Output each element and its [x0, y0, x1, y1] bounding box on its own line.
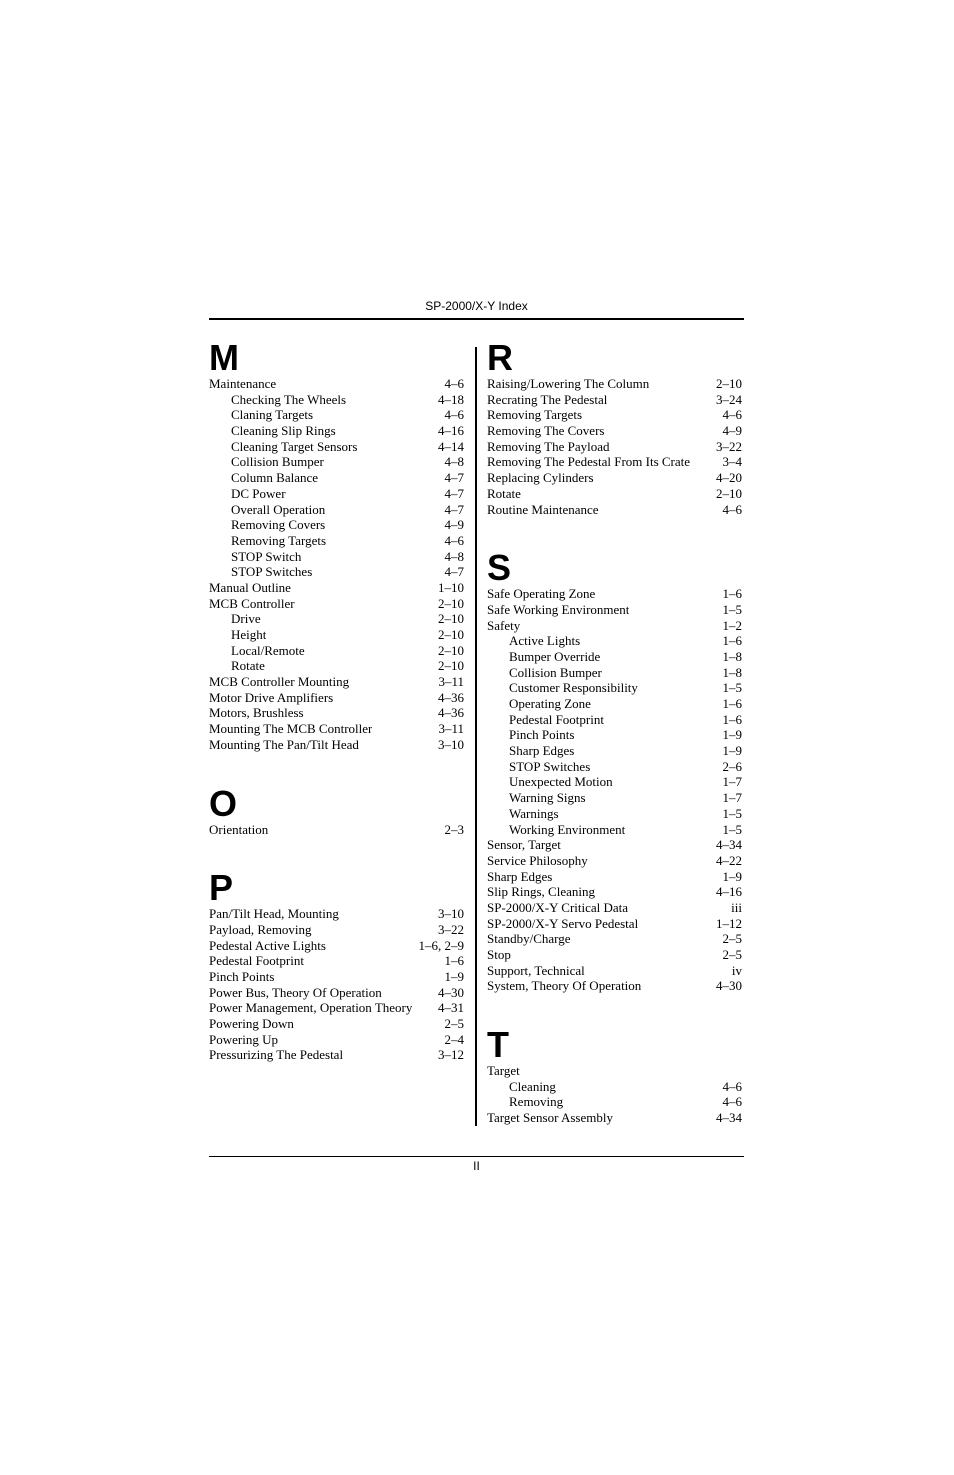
entry-label: Target [487, 1063, 520, 1079]
index-entry [487, 1063, 742, 1079]
section-spacer [487, 994, 742, 1027]
entry-label: Removing The Pedestal From Its Crate [487, 454, 691, 470]
index-subentry [487, 759, 742, 775]
entry-label: Pan/Tilt Head, Mounting [209, 906, 339, 922]
entry-page-ref: 1–6 [444, 953, 464, 969]
index-entry [209, 1000, 464, 1016]
entry-page-ref: 2–10 [438, 642, 464, 658]
entry-label: Bumper Override [509, 648, 601, 664]
section-letter: M [209, 337, 239, 378]
entry-page-ref: 1–9 [722, 727, 742, 743]
entry-page-ref: 2–10 [716, 485, 742, 501]
section-spacer [209, 753, 464, 786]
entry-label: Sharp Edges [509, 743, 575, 759]
index-entry [487, 376, 742, 392]
index-entry [487, 853, 742, 869]
entry-page-ref: 1–5 [722, 821, 742, 837]
entry-page-ref: 1–5 [722, 601, 742, 617]
index-entry [487, 618, 742, 634]
entry-label: Collision Bumper [231, 454, 324, 470]
index-subentry [487, 790, 742, 806]
index-subentry [487, 696, 742, 712]
entry-page-ref: 4–22 [716, 852, 742, 868]
index-subentry [487, 727, 742, 743]
index-entry [209, 674, 464, 690]
entry-page-ref: 3–11 [438, 721, 464, 737]
entry-page-ref: 4–34 [716, 1110, 742, 1126]
index-entry [487, 392, 742, 408]
entry-page-ref: 2–5 [722, 947, 742, 962]
index-section-t [487, 1024, 742, 1126]
index-subentry [209, 658, 464, 674]
index-entry [487, 486, 742, 502]
entry-label: Operating Zone [509, 696, 591, 711]
entry-page-ref: 4–30 [716, 978, 742, 994]
index-entry [209, 938, 464, 954]
index-entry [487, 439, 742, 455]
entry-label: Removing Covers [231, 517, 326, 533]
entry-page-ref: 4–20 [716, 470, 742, 486]
entry-page-ref: 1–6 [722, 711, 742, 727]
entry-label: Mounting The Pan/Tilt Head [209, 736, 359, 752]
header-title: SP-2000/X-Y Index [425, 299, 528, 313]
entry-label: Removing The Payload [487, 438, 610, 454]
entry-page-ref: 4–6 [722, 501, 742, 517]
entry-label: STOP Switches [231, 564, 313, 580]
entry-page-ref: 2–10 [438, 658, 464, 674]
index-subentry [209, 517, 464, 533]
index-entry [209, 737, 464, 753]
entry-page-ref: 4–7 [444, 501, 464, 517]
entry-label: Slip Rings, Cleaning [487, 884, 595, 900]
entry-page-ref: 1–8 [722, 664, 742, 680]
entry-label: SP-2000/X-Y Servo Pedestal [487, 915, 639, 931]
index-section-s [487, 547, 742, 994]
entry-label: Pedestal Footprint [509, 711, 604, 727]
index-entry [209, 596, 464, 612]
index-subentry [209, 611, 464, 627]
entry-page-ref: 3–12 [438, 1047, 464, 1063]
entry-page-ref: 2–10 [438, 627, 464, 642]
index-entry [209, 906, 464, 922]
entry-label: Power Management, Operation Theory [209, 1000, 413, 1016]
entry-page-ref: 1–9 [444, 968, 464, 984]
index-subentry [209, 439, 464, 455]
entry-label: Drive [231, 611, 261, 627]
entry-page-ref: 3–22 [438, 921, 464, 937]
entry-label: MCB Controller Mounting [209, 674, 350, 690]
entry-label: Target Sensor Assembly [487, 1110, 613, 1126]
index-entry [487, 837, 742, 853]
entry-label: Cleaning Slip Rings [231, 423, 336, 439]
page-number: II [473, 1159, 480, 1173]
index-entry [487, 423, 742, 439]
index-entries [209, 376, 464, 753]
entry-page-ref: 2–10 [438, 595, 464, 611]
entry-label: Pedestal Footprint [209, 953, 304, 969]
index-subentry [487, 712, 742, 728]
entry-page-ref: 4–18 [438, 391, 464, 407]
entry-page-ref: 1–6, 2–9 [418, 937, 464, 953]
entry-page-ref: 4–31 [438, 1000, 464, 1016]
entry-label: Overall Operation [231, 501, 326, 517]
index-entry [209, 969, 464, 985]
index-entry [209, 953, 464, 969]
entry-label: Stop [487, 947, 511, 962]
section-letter: O [209, 782, 238, 824]
entry-page-ref: 4–14 [438, 438, 464, 454]
index-entries [209, 822, 464, 838]
entry-label: Mounting The MCB Controller [209, 721, 373, 737]
index-subentry [487, 633, 742, 649]
index-entry [487, 502, 742, 518]
entry-label: Motor Drive Amplifiers [209, 689, 334, 705]
entry-page-ref: 4–6 [722, 407, 742, 423]
entry-page-ref: 4–9 [722, 423, 742, 439]
entry-page-ref: 1–7 [722, 774, 742, 790]
entry-page-ref: 1–5 [722, 680, 742, 696]
entry-page-ref: 2–5 [722, 931, 742, 947]
entry-label: Unexpected Motion [509, 774, 613, 790]
running-header [209, 298, 744, 320]
entry-page-ref: 4–30 [438, 984, 464, 1000]
entry-label: SP-2000/X-Y Critical Data [487, 899, 629, 915]
index-subentry [209, 486, 464, 502]
entry-label: System, Theory Of Operation [487, 978, 642, 994]
entry-page-ref: iv [731, 962, 742, 978]
index-section-p [209, 867, 464, 1063]
index-entries [487, 376, 742, 517]
entry-page-ref: 3–24 [716, 391, 742, 407]
entry-label: Payload, Removing [209, 921, 312, 937]
entry-page-ref: 2–6 [722, 758, 742, 774]
entry-page-ref: iii [731, 899, 742, 915]
entry-label: Height [231, 627, 267, 642]
entry-label: DC Power [231, 485, 286, 501]
entry-label: Standby/Charge [487, 931, 571, 947]
entry-page-ref: 1–6 [722, 696, 742, 711]
entry-label: Orientation [209, 821, 269, 837]
entry-label: Support, Technical [487, 962, 585, 978]
index-subentry [209, 627, 464, 643]
entry-label: Routine Maintenance [487, 501, 599, 517]
entry-label: Replacing Cylinders [487, 470, 594, 486]
entry-label: Pedestal Active Lights [209, 937, 326, 953]
index-entry [209, 822, 464, 838]
entry-label: Cleaning Target Sensors [231, 438, 358, 454]
index-entry [209, 1016, 464, 1032]
entry-page-ref: 1–6 [722, 633, 742, 649]
entry-page-ref: 2–10 [716, 376, 742, 391]
entry-page-ref: 4–6 [444, 407, 464, 423]
index-entry [209, 580, 464, 596]
entry-label: Manual Outline [209, 579, 291, 595]
section-spacer [487, 517, 742, 550]
section-letter: R [487, 337, 513, 378]
section-letter: S [487, 547, 512, 589]
entry-label: Recrating The Pedestal [487, 391, 608, 407]
entry-label: Safety [487, 617, 521, 633]
entry-label: Sharp Edges [487, 868, 553, 884]
entry-page-ref: 2–3 [444, 821, 464, 837]
index-entry [487, 931, 742, 947]
index-entries [209, 906, 464, 1063]
entry-page-ref: 2–10 [438, 611, 464, 627]
column-divider [475, 347, 477, 1126]
index-entry [209, 1032, 464, 1048]
entry-label: STOP Switches [509, 758, 591, 774]
index-entry [487, 947, 742, 963]
entry-page-ref: 1–2 [722, 617, 742, 633]
index-subentry [487, 774, 742, 790]
entry-page-ref: 4–34 [716, 837, 742, 853]
index-entry [487, 978, 742, 994]
index-entry [209, 705, 464, 721]
entry-page-ref: 4–16 [716, 884, 742, 900]
entry-page-ref: 4–6 [722, 1078, 742, 1094]
entry-label: Cleaning [509, 1078, 556, 1094]
index-subentry [487, 822, 742, 838]
entry-page-ref: 2–5 [444, 1016, 464, 1031]
index-subentry [487, 1094, 742, 1110]
entry-label: Safe Operating Zone [487, 586, 596, 602]
entry-page-ref: 4–7 [444, 564, 464, 580]
entry-page-ref: 3–10 [438, 736, 464, 752]
entry-page-ref: 1–12 [716, 915, 742, 931]
index-subentry [487, 743, 742, 759]
entry-label: Customer Responsibility [509, 680, 638, 696]
index-entry [209, 1047, 464, 1063]
entry-page-ref: 4–9 [444, 517, 464, 533]
entry-page-ref: 1–5 [722, 805, 742, 821]
index-subentry [487, 649, 742, 665]
index-subentry [209, 502, 464, 518]
index-section-m [209, 337, 464, 753]
index-entry [209, 690, 464, 706]
index-entry [487, 900, 742, 916]
entry-label: Rotate [487, 485, 521, 501]
entry-label: Claning Targets [231, 407, 314, 423]
index-subentry [209, 549, 464, 565]
entry-page-ref: 4–7 [444, 485, 464, 501]
index-subentry [209, 392, 464, 408]
entry-page-ref: 1–7 [722, 790, 742, 806]
entry-page-ref: 4–7 [444, 470, 464, 486]
entry-label: Pressurizing The Pedestal [209, 1047, 344, 1063]
entry-label: Powering Down [209, 1016, 294, 1031]
entry-label: Sensor, Target [487, 837, 561, 853]
index-entry [487, 869, 742, 885]
index-entry [209, 376, 464, 392]
entry-label: Safe Working Environment [487, 601, 630, 617]
index-subentry [209, 423, 464, 439]
index-subentry [487, 806, 742, 822]
entry-label: Warning Signs [509, 790, 586, 806]
index-entry [487, 963, 742, 979]
entry-label: Service Philosophy [487, 852, 588, 868]
index-entry [487, 586, 742, 602]
entry-label: Maintenance [209, 376, 277, 391]
entry-page-ref: 4–36 [438, 705, 464, 721]
index-subentry [487, 680, 742, 696]
index-entry [209, 922, 464, 938]
index-entry [487, 454, 742, 470]
index-entry [487, 407, 742, 423]
entry-label: MCB Controller [209, 595, 295, 611]
entry-page-ref: 4–8 [444, 548, 464, 564]
index-entry [487, 884, 742, 900]
entry-label: Powering Up [209, 1031, 278, 1047]
entry-label: Pinch Points [509, 727, 575, 743]
entry-page-ref [736, 1063, 742, 1079]
index-column-right [487, 337, 742, 1126]
entry-label: Power Bus, Theory Of Operation [209, 984, 382, 1000]
entry-page-ref: 4–8 [444, 454, 464, 470]
index-subentry [209, 533, 464, 549]
index-column-left [209, 337, 464, 1063]
entry-label: Rotate [231, 658, 265, 674]
entry-page-ref: 1–10 [438, 579, 464, 595]
index-subentry [209, 454, 464, 470]
entry-label: STOP Switch [231, 548, 302, 564]
entry-label: Checking The Wheels [231, 391, 347, 407]
entry-label: Motors, Brushless [209, 705, 304, 721]
entry-page-ref: 4–36 [438, 689, 464, 705]
index-subentry [487, 665, 742, 681]
index-entry [487, 602, 742, 618]
entry-label: Active Lights [509, 633, 581, 649]
entry-label: Removing Targets [231, 532, 327, 548]
entry-label: Removing Targets [487, 407, 583, 423]
index-section-o [209, 782, 464, 838]
index-subentry [209, 643, 464, 659]
entry-label: Warnings [509, 805, 559, 821]
entry-page-ref: 3–22 [716, 438, 742, 454]
entry-page-ref: 4–6 [722, 1094, 742, 1110]
index-entries [487, 1063, 742, 1126]
entry-page-ref: 3–10 [438, 906, 464, 922]
entry-page-ref: 3–4 [722, 454, 742, 470]
entry-label: Column Balance [231, 470, 319, 486]
index-subentry [487, 1079, 742, 1095]
entry-label: Removing [509, 1094, 564, 1110]
page-footer [209, 1156, 744, 1174]
entry-page-ref: 1–9 [722, 868, 742, 884]
entry-page-ref: 2–4 [444, 1031, 464, 1047]
index-entry [209, 721, 464, 737]
entry-page-ref: 4–16 [438, 423, 464, 439]
index-entries [487, 586, 742, 994]
section-letter: T [487, 1024, 509, 1066]
entry-label: Local/Remote [231, 642, 305, 658]
index-subentry [209, 407, 464, 423]
section-spacer [209, 837, 464, 870]
entry-page-ref: 4–6 [444, 376, 464, 391]
index-entry [487, 916, 742, 932]
entry-label: Pinch Points [209, 968, 275, 984]
entry-label: Working Environment [509, 821, 626, 837]
index-entry [487, 1110, 742, 1126]
index-entry [209, 985, 464, 1001]
section-letter: P [209, 867, 234, 909]
entry-label: Collision Bumper [509, 664, 602, 680]
entry-label: Raising/Lowering The Column [487, 376, 650, 391]
entry-page-ref: 1–9 [722, 743, 742, 759]
index-subentry [209, 564, 464, 580]
index-entry [487, 470, 742, 486]
index-section-r [487, 337, 742, 517]
entry-page-ref: 1–8 [722, 648, 742, 664]
entry-page-ref: 1–6 [722, 586, 742, 602]
entry-label: Removing The Covers [487, 423, 605, 439]
entry-page-ref: 4–6 [444, 532, 464, 548]
entry-page-ref: 3–11 [438, 674, 464, 690]
index-subentry [209, 470, 464, 486]
